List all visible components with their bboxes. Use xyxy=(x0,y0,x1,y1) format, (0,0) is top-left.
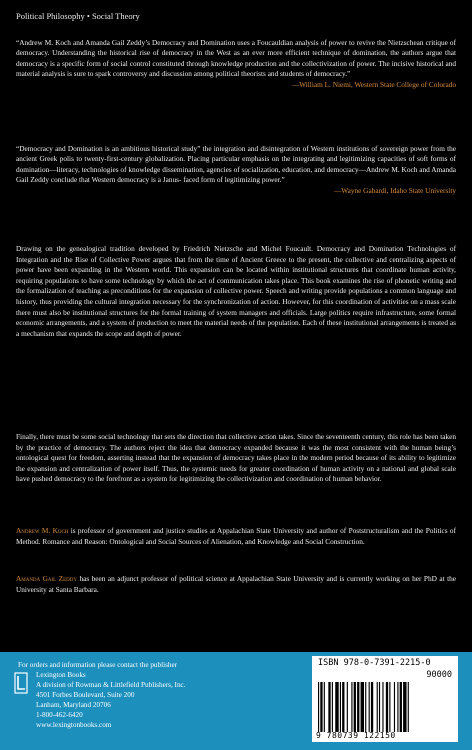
blurb-2-attribution: —Wayne Gabardi, Idaho State University xyxy=(333,185,456,195)
publisher-line: 4501 Forbes Boulevard, Suite 200 xyxy=(36,691,135,699)
description-paragraph-2: Finally, there must be some social technology that sets the direction that collective action takes. Since the seventeenth century, this role has been taken by the practice of democracy. The authors reject the idea that democracy expanded because it was the most consistent with the human being’s ontological quest for freedom, asserting instead that the expansion of democracy takes place in the modern period because of its ability to legitimize the expansion and centralization of power itself. Thus, the systemic needs for greater coordination of human activity on a national and global scale have pushed democracy to the forefront as a system for legitimizing the collectivization and coordination of human behavior. xyxy=(16,432,456,484)
bio-zeddy-name: Amanda Gail Zeddy xyxy=(16,574,78,583)
blurb-1-text: “Andrew M. Koch and Amanda Gail Zeddy’s Democracy and Domination uses a Foucauldian analysis of power to revive the Nietzschean critique of democracy. Understanding the historical rise of democracy in the West as an ever more efficient technique of domination, the authors argue that democracy is a specific form of social control constituted through knowledge production and the collectivization of power. The incisive historical and material analysis is sure to spark controversy and discussion among political theorists and students of democracy.” xyxy=(16,38,456,79)
bio-zeddy xyxy=(16,574,456,595)
category-label: Political Philosophy • Social Theory xyxy=(16,11,140,21)
barcode-box xyxy=(312,656,458,742)
bio-koch-text: is professor of government and justice studies at Appalachian State University and author of Poststructuralism and the Politics of Method. Romance and Reason: Ontological and Social Sources of Alienation, and Knowledge and Social Construction. xyxy=(16,526,456,546)
bio-koch xyxy=(16,526,456,547)
bio-koch-name: Andrew M. Koch xyxy=(16,526,69,535)
publisher-line: Lexington Books xyxy=(36,671,86,679)
publisher-line: www.lexingtonbooks.com xyxy=(36,721,112,729)
blurb-2-text: “Democracy and Domination is an ambitious historical study” the integration and disintegration of Western institutions of sovereign power from the ancient Greek polis to twenty-first-century globalization. Placing particular emphasis on the integrating and legitimizing capacities of soft forms of domination—literacy, technologies of knowledge dissemination, agencies of socialization, education, and democracy—Andrew M. Koch and Amanda Gail Zeddy conclude that Western democracy is a Janus- faced form of legitimizing power.” xyxy=(16,144,456,185)
publisher-info xyxy=(18,660,258,730)
barcode-number: 9 780739 122150 xyxy=(316,731,396,740)
publisher-line: For orders and information please contact the publisher xyxy=(18,661,178,669)
barcode-bars-icon xyxy=(316,682,454,732)
publisher-line: 1-800-462-6420 xyxy=(36,711,83,719)
publisher-line: A division of Rowman & Littlefield Publishers, Inc. xyxy=(36,681,186,689)
blurb-1-attribution: —William L. Niemi, Western State College of Colorado xyxy=(291,79,456,89)
isbn-text: ISBN 978-0-7391-2215-0 xyxy=(318,658,431,668)
description-paragraph-1: Drawing on the genealogical tradition developed by Friedrich Nietzsche and Michel Foucault. Democracy and Domination Technologies of Integration and the Rise of Collective Power argues that from the time of Ancient Greece to the present, the collective and centralizing aspects of power have been expanding in the Western world. This expansion can be located within institutional structures that coordinate human activity, requiring populations to have some technology by which the act of communication takes place. This book examines the rise of phonetic writing and the formalization of teaching as preconditions for the expansion of collective power. Speech and writing provide populations a common language and history, thus providing the cultural integration necessary for the synchronization of action. However, for this coordination of activities on a mass scale there must also be institutional structures for the formal training of system managers and officials. Large politics require infrastructure, some formal economic arrangements, and a system of production to meet the material needs of the population. Each of these institutional arrangements is treated as a mechanism that expands the scope and depth of power. xyxy=(16,244,456,338)
publisher-line: Lanham, Maryland 20706 xyxy=(36,701,111,709)
bio-zeddy-text: has been an adjunct professor of political science at Appalachian State University and is currently working on her PhD at the University at Santa Barbara. xyxy=(16,574,456,594)
price-code: 90000 xyxy=(426,670,452,680)
blurb-2 xyxy=(16,144,456,196)
blurb-1 xyxy=(16,38,456,90)
